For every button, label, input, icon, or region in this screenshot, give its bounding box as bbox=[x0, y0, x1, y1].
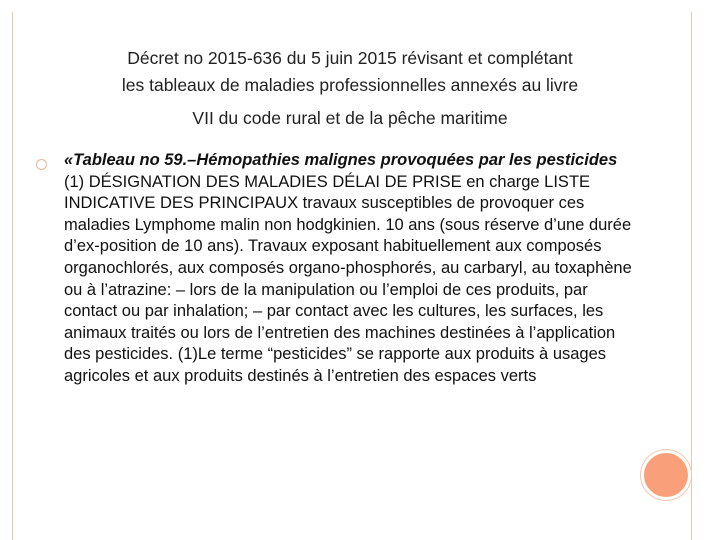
bullet-body: (1) DÉSIGNATION DES MALADIES DÉLAI DE PRISE en charge LISTE INDICATIVE DES PRINCIPAUX travaux susceptibles de provoquer ces maladies Lymphome malin non hodgkinien. 10 ans (sous réserve d’une durée d’ex-position de 10 ans). Travaux exposant habituellement aux composés organochlorés, aux composés organo-phosphorés, au carbaryl, au toxaphène ou à l’atrazine: – lors de la manipulation ou l’emploi de ces produits, par contact ou par inhalation; – par contact avec les cultures, les surfaces, les animaux traités ou lors de l’entretien des machines destinées à l’application des pesticides. (1)Le terme “pesticides” se rapporte aux produits à usages agricoles et aux produits destinés à l’entretien des espaces verts bbox=[64, 172, 632, 385]
title-line-3: VII du code rural et de la pêche maritime bbox=[192, 108, 508, 128]
title-line-2: les tableaux de maladies professionnelles annexés au livre bbox=[121, 75, 579, 95]
bullet-circle-icon bbox=[36, 159, 47, 170]
bullet-intro: «Tableau no 59.–Hémopathies malignes provoquées par les pesticides bbox=[64, 151, 618, 169]
title-line-1: Décret no 2015-636 du 5 juin 2015 révisant et complétant bbox=[127, 48, 573, 68]
bullet-paragraph bbox=[64, 150, 634, 388]
slide-title bbox=[40, 48, 660, 135]
decorative-orange-circle bbox=[641, 450, 691, 500]
